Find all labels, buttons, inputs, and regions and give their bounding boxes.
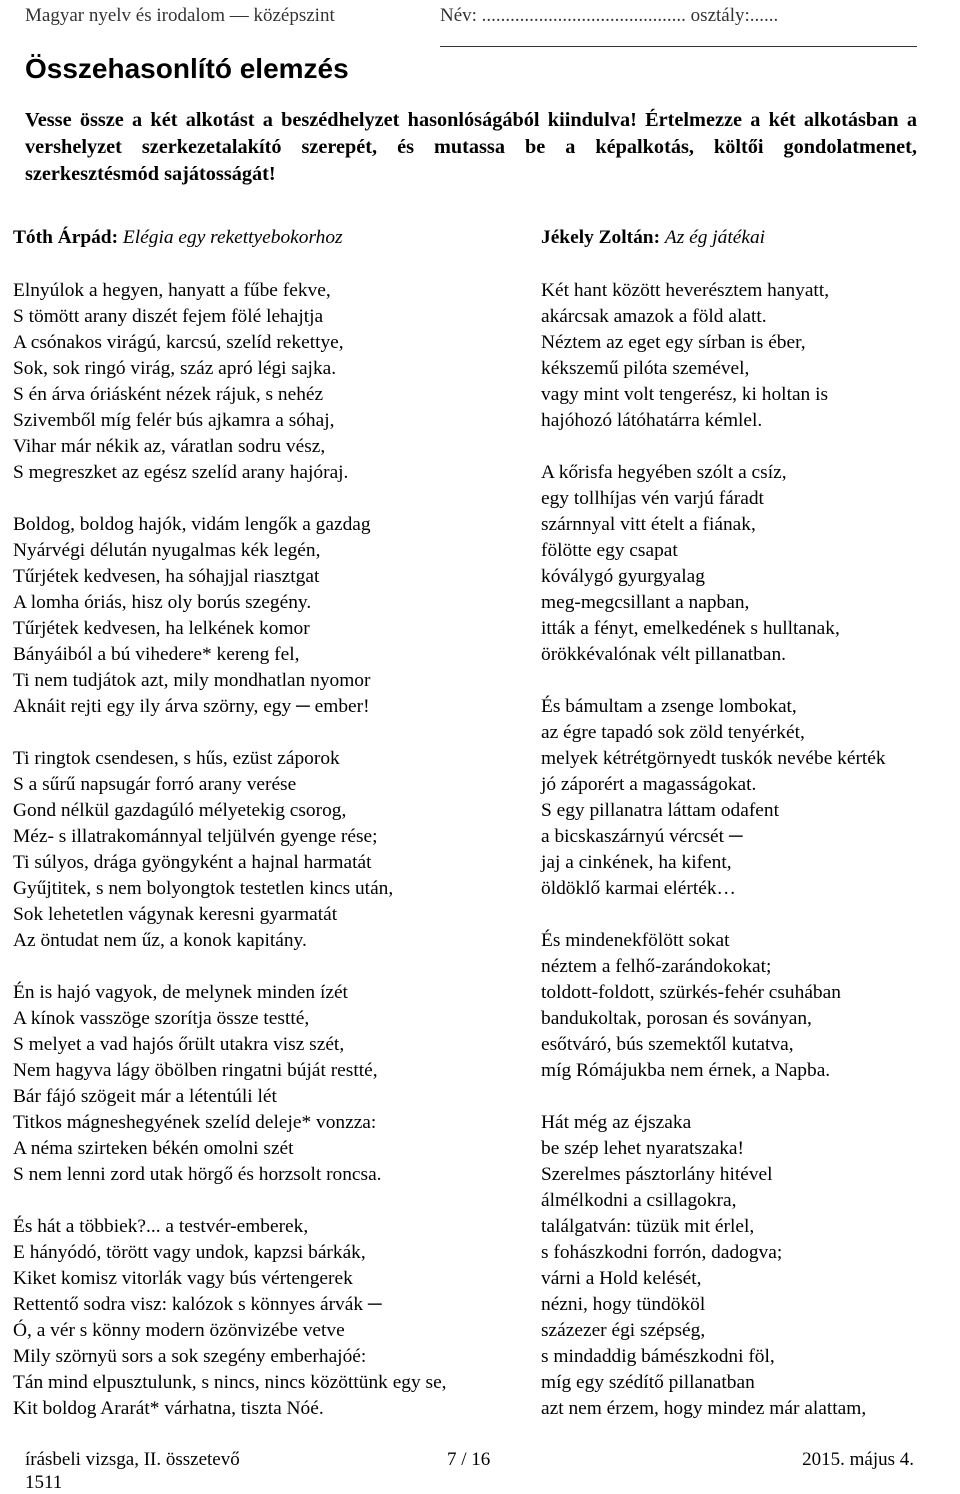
poem-line: szárnnyal vitt ételt a fiának, [541, 514, 756, 535]
page-title: Összehasonlító elemzés [25, 53, 349, 84]
poem-line: álmélkodni a csillagokra, [541, 1190, 737, 1211]
poem-line: Az öntudat nem űz, a konok kapitány. [13, 930, 307, 951]
poem-line: be szép lehet nyaratszaka! [541, 1138, 744, 1159]
poem-left-author: Tóth Árpád: [13, 227, 119, 248]
poem-right-stanzas [541, 278, 951, 1422]
poem-line: A lomha óriás, hisz oly borús szegény. [13, 592, 312, 613]
stanza [541, 1110, 951, 1422]
poem-line: Kiket komisz vitorlák vagy bús vértengerek [13, 1268, 353, 1289]
header-rule [440, 46, 917, 47]
poem-line: bandukoltak, porosan és soványan, [541, 1008, 812, 1029]
poem-line: s mindaddig bámészkodni föl, [541, 1346, 775, 1367]
poem-line: Kit boldog Ararát* várhatna, tiszta Nóé. [13, 1398, 324, 1419]
poem-line: fölötte egy csapat [541, 540, 678, 561]
poem-left [13, 225, 533, 1422]
poem-line: jó záporért a magasságokat. [541, 774, 757, 795]
header-name-class: Név: ........................................... osztály:...... [440, 5, 779, 26]
footer-exam: írásbeli vizsga, II. összetevő [25, 1449, 240, 1470]
poem-line: Bányáiból a bú vihedere* kereng fel, [13, 644, 300, 665]
poem-line: akárcsak amazok a föld alatt. [541, 306, 767, 327]
poem-line: Néztem az eget egy sírban is éber, [541, 332, 806, 353]
stanza [13, 278, 533, 486]
poem-line: vagy mint volt tengerész, ki holtan is [541, 384, 829, 405]
poem-line: És mindenekfölött sokat [541, 930, 730, 951]
poem-line: s fohászkodni forrón, dadogva; [541, 1242, 783, 1263]
poem-line: Bár fájó szögeit már a létentúli lét [13, 1086, 277, 1107]
poem-line: Rettentő sodra visz: kalózok s könnyes árvák ─ [13, 1294, 382, 1315]
poem-left-title [13, 225, 533, 251]
footer-date: 2015. május 4. [802, 1449, 914, 1470]
poem-line: toldott-foldott, szürkés-fehér csuhában [541, 982, 841, 1003]
stanza [13, 512, 533, 720]
poem-line: Méz- s illatrakománnyal teljülvén gyenge rése; [13, 826, 378, 847]
poem-line: százezer égi szépség, [541, 1320, 706, 1341]
poem-line: Sok lehetetlen vágynak keresni gyarmatát [13, 904, 338, 925]
poem-line: Szivemből míg felér bús ajkamra a sóhaj, [13, 410, 335, 431]
poem-line: Két hant között heverésztem hanyatt, [541, 280, 830, 301]
stanza [13, 1214, 533, 1422]
poem-right-work: Az ég játékai [664, 227, 766, 248]
poem-line: Ti nem tudjátok azt, mily mondhatlan nyomor [13, 670, 371, 691]
poem-line: nézni, hogy tündököl [541, 1294, 706, 1315]
stanza [541, 460, 951, 668]
stanza [541, 278, 951, 434]
poem-line: S tömött arany diszét fejem fölé lehajtja [13, 306, 324, 327]
poem-line: S nem lenni zord utak hörgő és horzsolt roncsa. [13, 1164, 382, 1185]
poem-line: azt nem érzem, hogy mindez már alattam, [541, 1398, 867, 1419]
poem-line: Én is hajó vagyok, de melynek minden ízét [13, 982, 348, 1003]
poem-line: S a sűrű napsugár forró arany verése [13, 774, 297, 795]
poem-line: Nem hagyva lágy öbölben ringatni búját restté, [13, 1060, 378, 1081]
poem-line: A csónakos virágú, karcsú, szelíd rekettye, [13, 332, 344, 353]
poem-line: Boldog, boldog hajók, vidám lengők a gazdag [13, 514, 371, 535]
poem-line: Hát még az éjszaka [541, 1112, 692, 1133]
poem-line: És hát a többiek?... a testvér-emberek, [13, 1216, 309, 1237]
task-instructions: Vesse össze a két alkotást a beszédhelyzet hasonlóságából kiindulva! Értelmezze a két alkotásban a vershelyzet szerkezetalakító szerepét, és mutassa be a képalkotás, költői gondolatmenet, szerkesztésmód sajátosságát! [25, 109, 917, 185]
poem-line: Elnyúlok a hegyen, hanyatt a fűbe fekve, [13, 280, 331, 301]
poem-line: Gyűjtitek, s nem bolyongtok testetlen kincs után, [13, 878, 394, 899]
poem-line: míg egy szédítő pillanatban [541, 1372, 755, 1393]
poem-line: A kőrisfa hegyében szólt a csíz, [541, 462, 787, 483]
stanza [541, 928, 951, 1084]
poem-line: És bámultam a zsenge lombokat, [541, 696, 797, 717]
stanza [541, 694, 951, 902]
poem-line: örökkévalónak vélt pillanatban. [541, 644, 786, 665]
poem-line: Titkos mágneshegyének szelíd deleje* vonzza: [13, 1112, 377, 1133]
poem-line: S én árva óriásként nézek rájuk, s nehéz [13, 384, 324, 405]
poem-line: S megreszket az egész szelíd arany hajóraj. [13, 462, 349, 483]
poem-line: E hányódó, törött vagy undok, kapzsi bárkák, [13, 1242, 366, 1263]
poem-line: A néma szirteken békén omolni szét [13, 1138, 294, 1159]
poem-line: Ti ringtok csendesen, s hűs, ezüst záporok [13, 748, 340, 769]
poem-line: meg-megcsillant a napban, [541, 592, 750, 613]
poem-right-title [541, 225, 951, 251]
poem-line: S egy pillanatra láttam odafent [541, 800, 779, 821]
poem-line: Tán mind elpusztulunk, s nincs, nincs közöttünk egy se, [13, 1372, 447, 1393]
poem-line: kékszemű pilóta szemével, [541, 358, 750, 379]
poem-line: Mily szörnyü sors a sok szegény emberhajóé: [13, 1346, 367, 1367]
poem-line: öldöklő karmai elérték… [541, 878, 736, 899]
footer-page-number: 7 / 16 [447, 1449, 491, 1470]
poem-line: A kínok vasszöge szorítja össze testté, [13, 1008, 310, 1029]
poem-line: esőtváró, bús szemektől kutatva, [541, 1034, 794, 1055]
page-footer [25, 1448, 917, 1493]
poem-line: kóválygó gyurgyalag [541, 566, 705, 587]
poem-line: Tűrjétek kedvesen, ha lelkének komor [13, 618, 310, 639]
poem-right [541, 225, 951, 1422]
poem-line: Vihar már nékik az, váratlan sodru vész, [13, 436, 326, 457]
poem-line: hajóhozó látóhatárra kémlel. [541, 410, 763, 431]
stanza [13, 746, 533, 954]
poem-line: itták a fényt, emelkedének s hulltanak, [541, 618, 840, 639]
stanza [13, 980, 533, 1188]
poem-line: S melyet a vad hajós őrült utakra visz szét, [13, 1034, 345, 1055]
poem-line: a bicskaszárnyú vércsét ─ [541, 826, 743, 847]
header-subject: Magyar nyelv és irodalom — középszint [25, 5, 335, 26]
poem-line: Aknáit rejti egy ily árva szörny, egy ─ ember! [13, 696, 370, 717]
poem-line: Szerelmes pásztorlány hitével [541, 1164, 773, 1185]
poem-left-stanzas [13, 278, 533, 1422]
poem-line: jaj a cinkének, ha kifent, [541, 852, 732, 873]
poem-line: Gond nélkül gazdagúló mélyetekig csorog, [13, 800, 347, 821]
poem-line: Nyárvégi délután nyugalmas kék legén, [13, 540, 321, 561]
poem-left-work: Elégia egy rekettyebokorhoz [122, 227, 343, 248]
poem-line: míg Rómájukba nem érnek, a Napba. [541, 1060, 831, 1081]
poem-line: egy tollhíjas vén varjú fáradt [541, 488, 764, 509]
poem-right-author: Jékely Zoltán: [541, 227, 661, 248]
poem-line: várni a Hold kelését, [541, 1268, 702, 1289]
footer-code: 1511 [25, 1472, 63, 1493]
poem-line: Tűrjétek kedvesen, ha sóhajjal riasztgat [13, 566, 320, 587]
poem-line: az égre tapadó sok zöld tenyérkét, [541, 722, 805, 743]
page-header [25, 5, 917, 45]
poem-line: találgatván: tüzük mit érlel, [541, 1216, 755, 1237]
poem-line: Sok, sok ringó virág, száz apró légi sajka. [13, 358, 337, 379]
poem-line: melyek kétrétgörnyedt tuskók nevébe kérték [541, 748, 886, 769]
poem-line: Ó, a vér s könny modern özönvizébe vetve [13, 1320, 345, 1341]
poem-line: néztem a felhő-zarándokokat; [541, 956, 772, 977]
poem-line: Ti súlyos, drága gyöngyként a hajnal harmatát [13, 852, 372, 873]
